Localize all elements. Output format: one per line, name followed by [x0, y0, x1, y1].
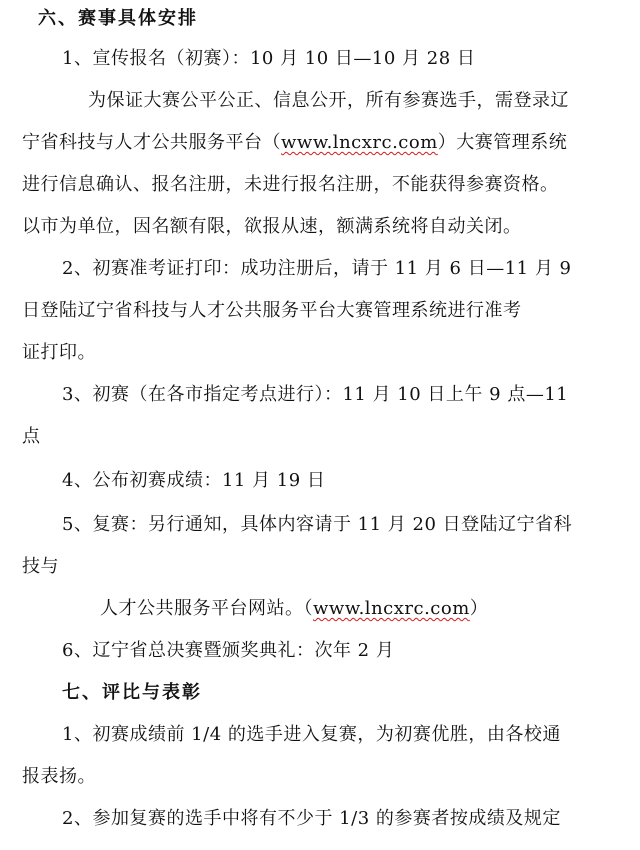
- item-1-paragraph-line-3: 进行信息确认、报名注册，未进行报名注册，不能获得参赛资格。: [22, 174, 559, 195]
- section-7-item-2-line-1: 2、参加复赛的选手中将有不少于 1/3 的参赛者按成绩及规定: [62, 808, 561, 829]
- text-segment: ）: [469, 598, 489, 619]
- website-url: www.lncxrc.com: [281, 132, 438, 153]
- text-segment: 宁省科技与人才公共服务平台（: [22, 132, 281, 153]
- item-1-paragraph-line-2: [22, 130, 567, 156]
- section-heading-6: 六、赛事具体安排: [38, 8, 198, 29]
- section-7-item-1-line-1: 1、初赛成绩前 1/4 的选手进入复赛，为初赛优胜，由各校通: [62, 724, 561, 745]
- item-2-line-1: 2、初赛准考证打印：成功注册后，请于 11 月 6 日—11 月 9: [62, 258, 572, 279]
- item-4: 4、公布初赛成绩：11 月 19 日: [62, 470, 326, 491]
- item-2-line-3: 证打印。: [22, 342, 96, 363]
- item-5-line-2: 技与: [22, 556, 59, 577]
- item-2-line-2: 日登陆辽宁省科技与人才公共服务平台大赛管理系统进行准考: [22, 300, 522, 321]
- item-6: 6、辽宁省总决赛暨颁奖典礼：次年 2 月: [62, 640, 395, 661]
- item-1-title: 1、宣传报名（初赛）：10 月 10 日—10 月 28 日: [62, 48, 476, 69]
- text-segment: ）大赛管理系统: [437, 132, 568, 153]
- text-segment: 人才公共服务平台网站。（: [100, 598, 313, 619]
- item-5-line-1: 5、复赛：另行通知，具体内容请于 11 月 20 日登陆辽宁省科: [62, 514, 573, 535]
- item-3-line-2: 点: [22, 426, 41, 447]
- section-heading-7: 七、评比与表彰: [62, 682, 202, 703]
- website-url: www.lncxrc.com: [313, 598, 470, 619]
- item-5-line-3: [100, 596, 488, 622]
- item-3-line-1: 3、初赛（在各市指定考点进行）：11 月 10 日上午 9 点—11: [62, 384, 569, 405]
- item-1-paragraph-line-1: 为保证大赛公平公正、信息公开，所有参赛选手，需登录辽: [88, 90, 569, 111]
- section-7-item-1-line-2: 报表扬。: [22, 766, 96, 787]
- item-1-paragraph-line-4: 以市为单位，因名额有限，欲报从速，额满系统将自动关闭。: [22, 216, 522, 237]
